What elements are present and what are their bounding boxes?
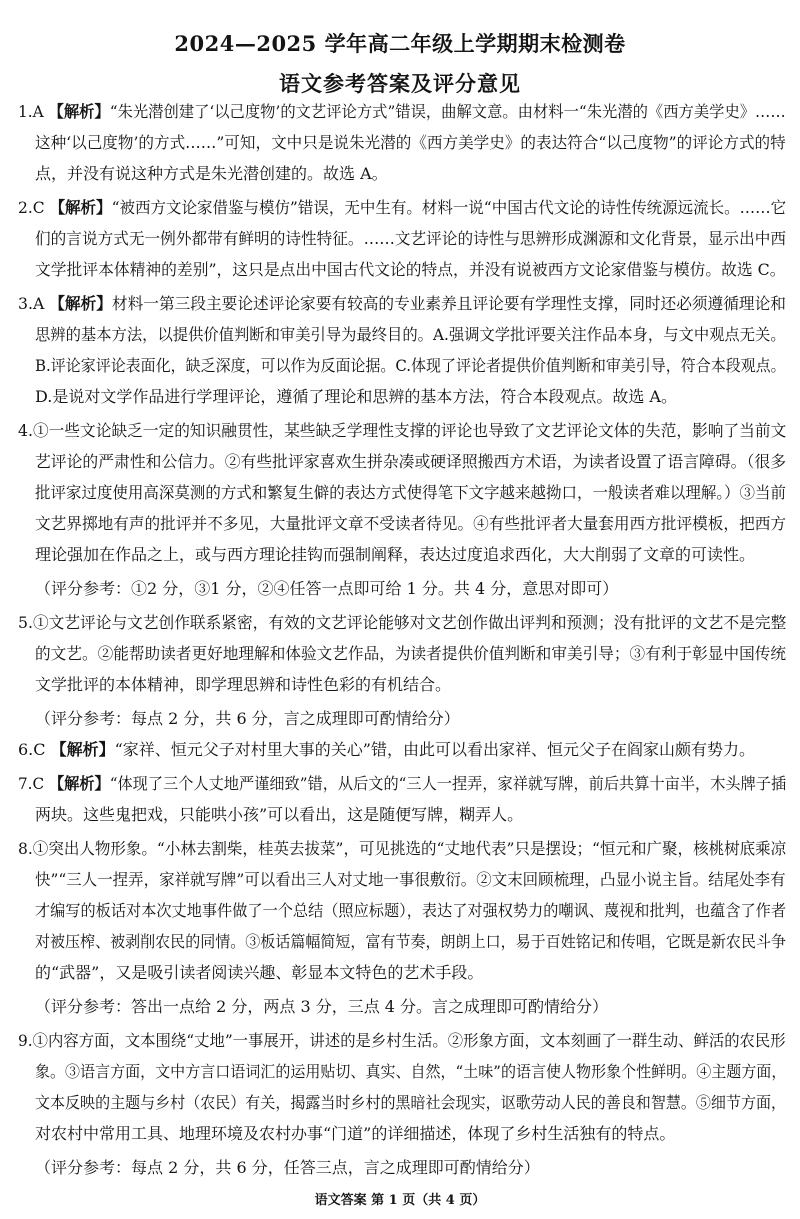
text-line: 文学批评本体精神的差别”，这只是点出中国古代文论的特点，并没有说被西方文论家借鉴与模仿。故选 C。 bbox=[35, 260, 786, 279]
text-line: 点，并没有说这种方式是朱光潜创建的。故选 A。 bbox=[35, 164, 388, 183]
text-line: 批评家过度使用高深莫测的方式和繁复生僻的表达方式使得笔下文字越来越拗口，一般读者难以理解。）③当前 bbox=[35, 483, 787, 502]
text-line: 文本反映的主题与乡村（农民）有关，揭露当时乡村的黑暗社会现实，讴歌劳动人民的善良和智慧。⑤细节方面， bbox=[35, 1093, 787, 1112]
text-line: 艺评论的严肃性和公信力。②有些批评家喜欢生拼杂凑或硬译照搬西方术语，为读者设置了语言障碍。（很多 bbox=[35, 452, 787, 471]
analysis-label: 【解析】 bbox=[49, 198, 112, 217]
text-line: 理论强加在作品之上，或与西方理论挂钩而强制阐释，表达过度追求西化，大大削弱了文章的可读性。 bbox=[35, 545, 756, 564]
text-line: D.是说对文学作品进行学理评论，遵循了理论和思辨的基本方法，符合本段观点。故选 A。 bbox=[35, 387, 677, 406]
grading-note: （评分参考：每点 2 分，共 6 分，任答三点，言之成理即可酌情给分） bbox=[35, 1158, 540, 1177]
text-line: 5.①文艺评论与文艺创作联系紧密，有效的文艺评论能够对文艺创作做出评判和预测；没有批评的文艺不是完整 bbox=[18, 613, 787, 632]
analysis-label: 【解析】 bbox=[50, 740, 115, 759]
analysis-label: 【解析】 bbox=[48, 102, 110, 121]
text-line: 6.C 【解析】“家祥、恒元父子对村里大事的关心”错，由此可以看出家祥、恒元父子在阎家山颇有势力。 bbox=[18, 740, 755, 759]
text-line: 9.①内容方面，文本围绕“丈地”一事展开，讲述的是乡村生活。②形象方面，文本刻画了一群生动、鲜活的农民形 bbox=[18, 1031, 786, 1050]
text-line: 快”“三人一捏弄，家祥就写牌”可以看出三人对丈地一事很敷衍。②文末回顾梳理，凸显小说主旨。结尾处李有 bbox=[35, 870, 786, 889]
text-line: 两块。这些鬼把戏，只能哄小孩”可以看出，这是随便写牌，糊弄人。 bbox=[35, 805, 524, 824]
text-line: 们的言说方式无一例外都带有鲜明的诗性特征。……文艺评论的诗性与思辨形成渊源和文化背景，显示出中西 bbox=[35, 229, 787, 248]
text-line: 对农村中常用工具、地理环境及农村办事“门道”的详细描述，体现了乡村生活独有的特点。 bbox=[35, 1124, 676, 1143]
text-line: 思辨的基本方法，以提供价值判断和审美引导为最终目的。A.强调文学批评要关注作品本身，与文中观点无关。 bbox=[35, 325, 786, 344]
text-line: 文艺界掷地有声的批评并不多见，大量批评文章不受读者待见。④有些批评者大量套用西方批评模板，把西方 bbox=[35, 514, 787, 533]
text-line: 7.C 【解析】“体现了三个人丈地严谨细致”错，从后文的“三人一捏弄，家祥就写牌，前后共算十亩半，木头牌子插 bbox=[18, 774, 787, 793]
grading-note: （评分参考：①2 分，③1 分，②④任答一点即可给 1 分。共 4 分，意思对即可） bbox=[35, 579, 619, 598]
text-line: 这种‘以己度物’的方式……”可知，文中只是说朱光潜的《西方美学史》的表达符合“以己度物”的评论方式的特 bbox=[35, 133, 786, 152]
text-line: B.评论家评论表面化，缺乏深度，可以作为反面论据。C.体现了评论者提供价值判断和审美引导，符合本段观点。 bbox=[35, 356, 786, 375]
text-line: 文学批评的本体精神，即学理思辨和诗性色彩的有机结合。 bbox=[35, 675, 452, 694]
text-line: 1.A 【解析】“朱光潜创建了‘以己度物’的文艺评论方式”错误，曲解文意。由材料一“朱光潜的《西方美学史》…… bbox=[18, 102, 786, 121]
exam-title: 2024—2025 学年高二年级上学期期末检测卷 bbox=[174, 31, 626, 56]
text-line: 8.①突出人物形象。“小林去割柴，桂英去拔菜”，可见挑选的“丈地代表”只是摆设；“恒元和广聚，核桃树底乘凉 bbox=[18, 839, 787, 858]
text-line: 象。③语言方面，文中方言口语词汇的运用贴切、真实、自然，“土味”的语言使人物形象个性鲜明。④主题方面， bbox=[35, 1062, 787, 1081]
text-line: 2.C 【解析】“被西方文论家借鉴与模仿”错误，无中生有。材料一说“中国古代文论的诗性传统源远流长。……它 bbox=[18, 198, 787, 217]
grading-note: （评分参考：每点 2 分，共 6 分，言之成理即可酌情给分） bbox=[35, 709, 460, 728]
text-line: 4.①一些文论缺乏一定的知识融贯性，某些缺乏学理性支撑的评论也导致了文艺评论文体的失范，影响了当前文 bbox=[18, 421, 787, 440]
grading-note: （评分参考：答出一点给 2 分，两点 3 分，三点 4 分。言之成理即可酌情给分） bbox=[35, 997, 609, 1016]
text-line: 才编写的板话对本次丈地事件做了一个总结（照应标题），表达了对强权势力的嘲讽、蔑视和批判，也蕴含了作者 bbox=[35, 901, 787, 920]
text-line: 的文艺。②能帮助读者更好地理解和体验文艺作品，为读者提供价值判断和审美引导；③有利于彰显中国传统 bbox=[35, 644, 787, 663]
analysis-label: 【解析】 bbox=[49, 294, 112, 313]
page-footer: 语文答案 第 1 页（共 4 页） bbox=[314, 1193, 486, 1208]
answer-subtitle: 语文参考答案及评分意见 bbox=[279, 71, 521, 96]
text-line: 3.A 【解析】材料一第三段主要论述评论家要有较高的专业素养且评论要有学理性支撑，同时还必须遵循理论和 bbox=[18, 294, 786, 313]
text-line: 对被压榨、被剥削农民的同情。③板话篇幅简短，富有节奏，朗朗上口，易于百姓铭记和传唱，它既是新农民斗争 bbox=[35, 932, 787, 951]
analysis-label: 【解析】 bbox=[48, 774, 110, 793]
text-line: 的“武器”，又是吸引读者阅读兴趣、彰显本文特色的艺术手段。 bbox=[35, 963, 484, 982]
